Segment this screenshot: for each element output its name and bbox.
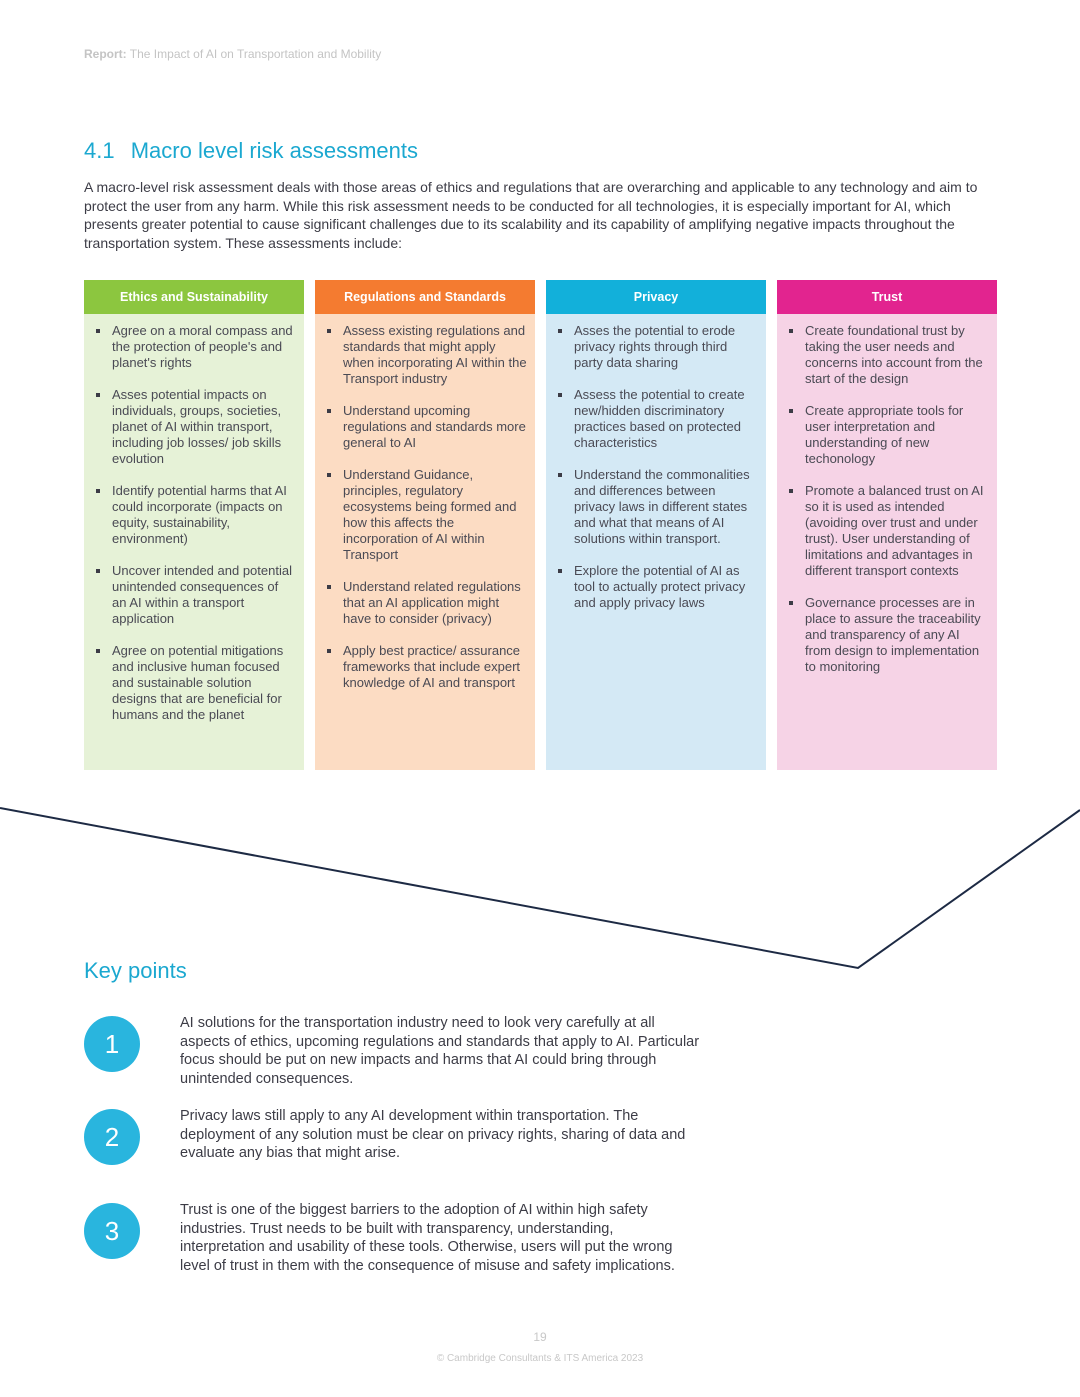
list-item: Understand the commonalities and differences between privacy laws in different states and what that means of AI solutions within transport. <box>556 467 758 547</box>
copyright-notice: © Cambridge Consultants & ITS America 2023 <box>436 1353 644 1364</box>
list-item: Agree on potential mitigations and inclusive human focused and sustainable solution designs that are beneficial for humans and the planet <box>94 643 296 723</box>
column-header: Trust <box>777 280 997 314</box>
section-number: 4.1 <box>84 138 115 163</box>
key-point-text: Trust is one of the biggest barriers to the adoption of AI within high safety industries. Trust needs to be built with transparency, understanding, interpretation and usability of these tools. Otherwise, users will put the wrong level of trust in them with the consequence of misuse and safety implications. <box>180 1202 675 1274</box>
list-item: Create foundational trust by taking the user needs and concerns into account from the start of the design <box>787 323 989 387</box>
section-intro: A macro-level risk assessment deals with those areas of ethics and regulations that are overarching and applicable to any technology and aim to protect the user from any harm. While this risk assessment needs to be conducted for all technologies, it is especially important for AI, which presents greater potential to cause significant challenges due to its scalability and its capability of amplifying negative impacts throughout the transportation system. These assessments include: <box>84 179 978 251</box>
list-item: Understand related regulations that an AI application might have to consider (privacy) <box>325 579 527 627</box>
list-item: Identify potential harms that AI could incorporate (impacts on equity, sustainability, environment) <box>94 483 296 547</box>
list-item: Agree on a moral compass and the protection of people's and planet's rights <box>94 323 296 371</box>
column-header: Regulations and Standards <box>315 280 535 314</box>
list-item: Assess existing regulations and standards that might apply when incorporating AI within the Transport industry <box>325 323 527 387</box>
list-item: Uncover intended and potential unintended consequences of an AI within a transport application <box>94 563 296 627</box>
list-item: Assess the potential to create new/hidden discriminatory practices based on protected characteristics <box>556 387 758 451</box>
list-item: Asses potential impacts on individuals, groups, societies, planet of AI within transport, including job losses/ job skills evolution <box>94 387 296 467</box>
list-item: Asses the potential to erode privacy rights through third party data sharing <box>556 323 758 371</box>
section-title: Macro level risk assessments <box>130 138 419 163</box>
list-item: Create appropriate tools for user interpretation and understanding of new techonology <box>787 403 989 467</box>
key-point-text: Privacy laws still apply to any AI development within transportation. The deployment of any solution must be clear on privacy rights, sharing of data and evaluate any bias that might arise. <box>180 1108 686 1161</box>
key-points-title: Key points <box>84 958 187 983</box>
number-circle-icon: 3 <box>84 1203 140 1259</box>
report-title: The Impact of AI on Transportation and Mobility <box>129 47 382 61</box>
list-item: Explore the potential of AI as tool to actually protect privacy and apply privacy laws <box>556 563 758 611</box>
number-circle-icon: 2 <box>84 1109 140 1165</box>
list-item: Understand Guidance, principles, regulatory ecosystems being formed and how this affects the incorporation of AI within Transport <box>325 467 527 563</box>
page-number: 19 <box>533 1330 547 1344</box>
column-header: Ethics and Sustainability <box>84 280 304 314</box>
report-label: Report: <box>84 47 127 61</box>
column-header: Privacy <box>546 280 766 314</box>
list-item: Apply best practice/ assurance frameworks that include expert knowledge of AI and transport <box>325 643 527 691</box>
list-item: Understand upcoming regulations and standards more general to AI <box>325 403 527 451</box>
key-point-text: AI solutions for the transportation industry need to look very carefully at all aspects of ethics, upcoming regulations and standards that apply to AI. Particular focus should be put on new impacts and harms that AI could bring through unintended consequences. <box>180 1015 700 1087</box>
list-item: Governance processes are in place to assure the traceability and transparency of any AI from design to implementation to monitoring <box>787 595 989 675</box>
divider-polyline <box>0 808 1080 968</box>
number-circle-icon: 1 <box>84 1016 140 1072</box>
list-item: Promote a balanced trust on AI so it is used as intended (avoiding over trust and under trust). User understanding of limitations and advantages in different transport contexts <box>787 483 989 579</box>
